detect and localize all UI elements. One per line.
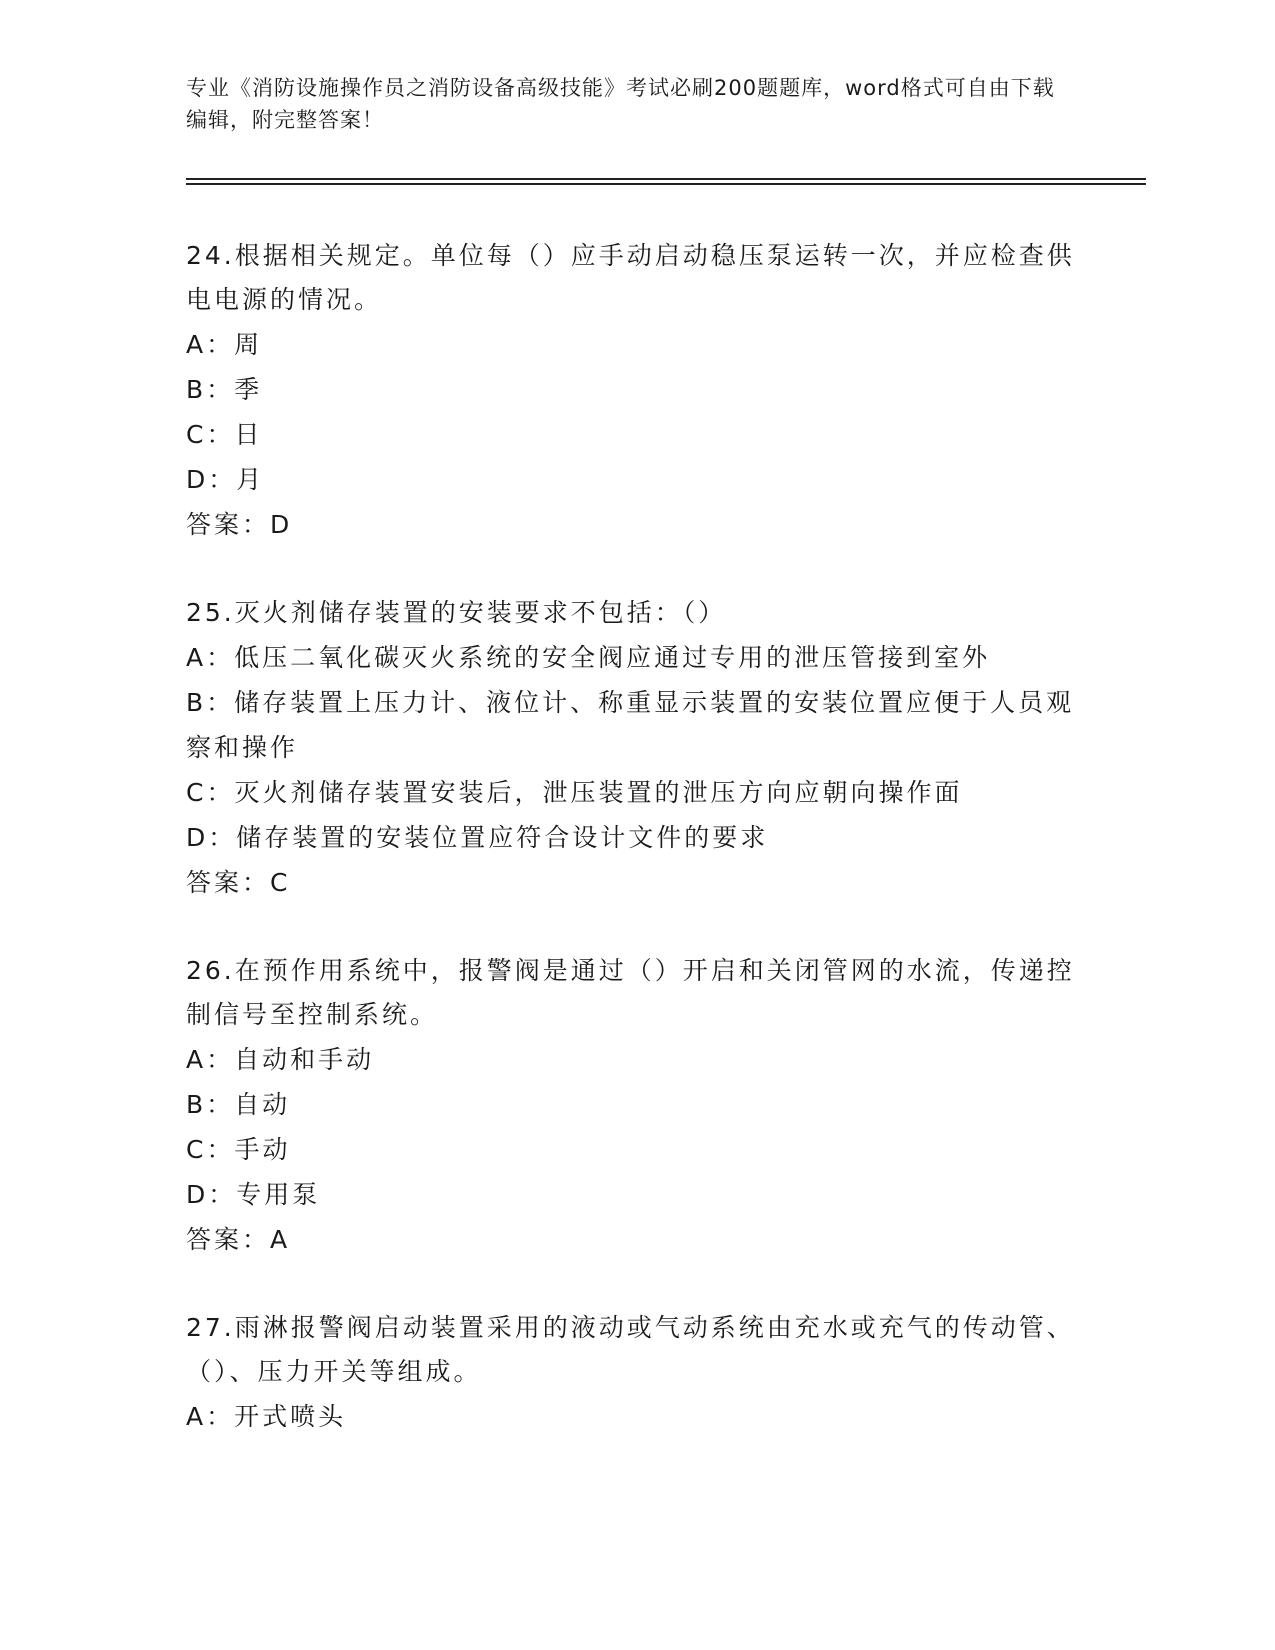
question-27 <box>186 1306 1086 1439</box>
option-d: D：月 <box>186 465 265 494</box>
option-a: A：低压二氧化碳灭火系统的安全阀应通过专用的泄压管接到室外 <box>186 643 991 672</box>
option-a: A：开式喷头 <box>186 1402 347 1431</box>
header-divider-top <box>186 178 1146 180</box>
header-divider-bottom <box>186 183 1146 185</box>
answer: 答案：A <box>186 1225 291 1254</box>
option-c: C：日 <box>186 420 263 449</box>
question-25 <box>186 591 1086 905</box>
question-list <box>186 234 1086 1439</box>
option-d: D：储存装置的安装位置应符合设计文件的要求 <box>186 823 769 852</box>
option-c: C：灭火剂储存装置安装后，泄压装置的泄压方向应朝向操作面 <box>186 778 963 807</box>
document-header <box>186 72 1066 136</box>
question-spacer <box>186 1262 1086 1306</box>
question-26 <box>186 949 1086 1262</box>
question-text: 25.灭火剂储存装置的安装要求不包括：（） <box>186 598 727 627</box>
question-spacer <box>186 905 1086 949</box>
document-title: 专业《消防设施操作员之消防设备高级技能》考试必刷200题题库，word格式可自由下载编辑，附完整答案！ <box>186 76 1055 132</box>
option-a: A：周 <box>186 330 263 359</box>
option-a: A：自动和手动 <box>186 1045 375 1074</box>
answer: 答案：D <box>186 510 293 539</box>
question-text: 27.雨淋报警阀启动装置采用的液动或气动系统由充水或充气的传动管、（）、压力开关等组成。 <box>186 1313 1075 1386</box>
question-spacer <box>186 547 1086 591</box>
question-text: 26.在预作用系统中，报警阀是通过（）开启和关闭管网的水流，传递控制信号至控制系统。 <box>186 956 1075 1029</box>
answer: 答案：C <box>186 868 291 897</box>
question-24 <box>186 234 1086 547</box>
option-b: B：储存装置上压力计、液位计、称重显示装置的安装位置应便于人员观察和操作 <box>186 688 1075 762</box>
option-c: C：手动 <box>186 1135 291 1164</box>
option-b: B：自动 <box>186 1090 291 1119</box>
option-d: D：专用泵 <box>186 1180 321 1209</box>
question-text: 24.根据相关规定。单位每（）应手动启动稳压泵运转一次，并应检查供电电源的情况。 <box>186 241 1075 314</box>
option-b: B：季 <box>186 375 263 404</box>
